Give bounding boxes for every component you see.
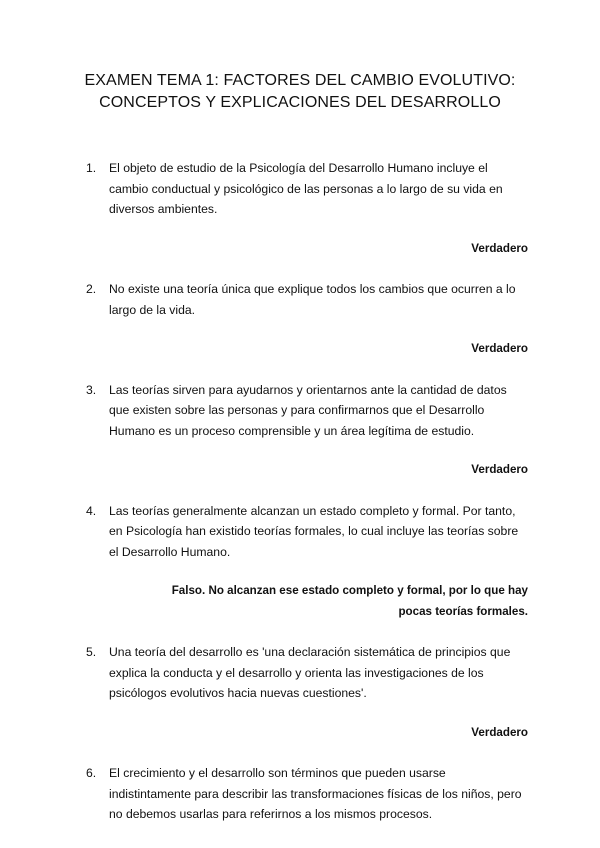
question-text: Las teorías generalmente alcanzan un estado completo y formal. Por tanto, en Psicología han existido teorías formales, lo cual incluye las teorías sobre el Desarrollo Humano. xyxy=(109,503,519,559)
question-text: Una teoría del desarrollo es 'una declaración sistemática de principios que explica la conducta y el desarrollo y orienta las investigaciones de los psicólogos evolutivos hacia nuevas cuestiones'. xyxy=(109,645,511,700)
question-item-4 xyxy=(72,501,528,643)
answer-text: Verdadero xyxy=(471,241,528,255)
answer-text: Verdadero xyxy=(471,463,528,476)
question-text: Las teorías sirven para ayudarnos y orientarnos ante la cantidad de datos que existen sobre las personas y para confirmarnos que el Desarrollo Humano es un proceso comprensible y un área legítima de estudio. xyxy=(109,382,507,438)
title-line-2: CONCEPTOS Y EXPLICACIONES DEL DESARROLLO xyxy=(99,94,501,111)
question-item-6 xyxy=(72,763,528,825)
question-list xyxy=(72,158,528,825)
question-number: 4. xyxy=(86,503,97,518)
question-item-2 xyxy=(72,279,528,380)
answer-text: Falso. No alcanzan ese estado completo y formal, por lo que hay pocas teorías formales. xyxy=(171,584,528,618)
question-text: El objeto de estudio de la Psicología del Desarrollo Humano incluye el cambio conductual y psicológico de las personas a lo largo de su vida en diversos ambientes. xyxy=(109,161,503,216)
page-title xyxy=(72,0,528,114)
question-text: El crecimiento y el desarrollo son términos que pueden usarse indistintamente para describir las transformaciones físicas de los niños, pero no debemos usarlas para referirnos a los mismos procesos. xyxy=(109,766,522,821)
answer-text: Verdadero xyxy=(471,342,528,355)
question-text: No existe una teoría única que explique todos los cambios que ocurren a lo largo de la vida. xyxy=(109,282,516,317)
answer-text: Verdadero xyxy=(471,725,528,739)
question-item-1 xyxy=(72,158,528,279)
question-item-3 xyxy=(72,380,528,501)
question-item-5 xyxy=(72,642,528,763)
question-number: 3. xyxy=(86,382,97,397)
title-line-1: EXAMEN TEMA 1: FACTORES DEL CAMBIO EVOLUTIVO: xyxy=(84,72,516,89)
question-number: 6. xyxy=(86,766,97,780)
question-number: 2. xyxy=(86,282,97,296)
question-number: 5. xyxy=(86,645,97,659)
question-number: 1. xyxy=(86,161,97,175)
